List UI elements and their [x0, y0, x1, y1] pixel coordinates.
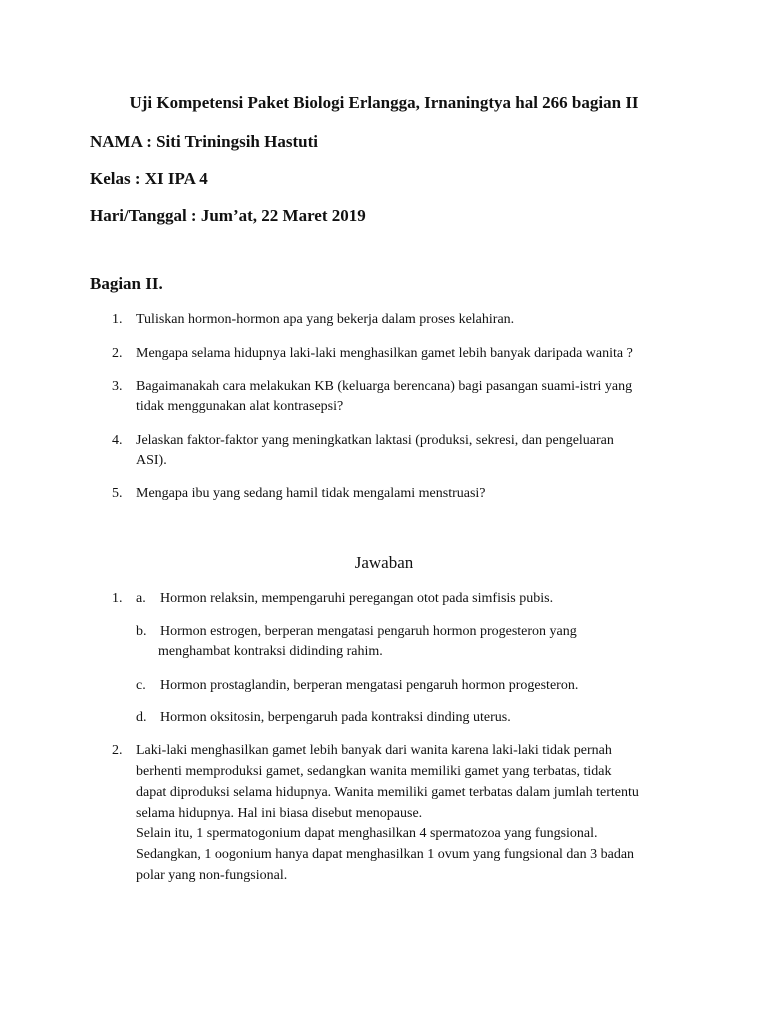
question-number: 5. — [112, 486, 123, 501]
question-text-line: tidak menggunakan alat kontrasepsi? — [136, 399, 344, 414]
answer-subitem-text: Hormon relaksin, mempengaruhi peregangan otot pada simfisis pubis. — [160, 591, 554, 606]
answer-text-line: polar yang non-fungsional. — [136, 868, 288, 883]
question-text: Tuliskan hormon-hormon apa yang bekerja dalam proses kelahiran. — [136, 312, 515, 327]
question-number: 3. — [112, 379, 123, 394]
question-number: 1. — [112, 312, 123, 327]
question-text-line: Jelaskan faktor-faktor yang meningkatkan laktasi (produksi, sekresi, dan pengeluaran — [136, 433, 614, 448]
answer-text-line: Laki-laki menghasilkan gamet lebih banyak dari wanita karena laki-laki tidak pernah — [136, 743, 612, 758]
question-text-line: Bagaimanakah cara melakukan KB (keluarga berencana) bagi pasangan suami-istri yang — [136, 379, 633, 394]
question-number: 2. — [112, 346, 123, 361]
section-heading: Bagian II. — [90, 274, 163, 293]
answer-subitem-letter: a. — [136, 591, 146, 606]
answer-text-line: Sedangkan, 1 oogonium hanya dapat menghasilkan 1 ovum yang fungsional dan 3 badan — [136, 847, 635, 862]
answer-number: 1. — [112, 591, 123, 606]
answer-subitem-text: Hormon oksitosin, berpengaruh pada kontraksi dinding uterus. — [160, 710, 511, 725]
question-text: Mengapa ibu yang sedang hamil tidak mengalami menstruasi? — [136, 486, 486, 501]
answer-subitem-letter: c. — [136, 678, 146, 693]
question-number: 4. — [112, 433, 123, 448]
answer-text-line: dapat diproduksi selama hidupnya. Wanita memiliki gamet terbatas dalam jumlah tertentu — [136, 785, 639, 800]
answer-number: 2. — [112, 743, 123, 758]
answers-heading: Jawaban — [354, 553, 414, 572]
answer-subitem-text-line: Hormon estrogen, berperan mengatasi pengaruh hormon progesteron yang — [160, 624, 577, 639]
answer-text-line: berhenti memproduksi gamet, sedangkan wanita memiliki gamet yang terbatas, tidak — [136, 764, 612, 779]
answer-subitem-text: Hormon prostaglandin, berperan mengatasi pengaruh hormon progesteron. — [160, 678, 579, 693]
answer-subitem-letter: d. — [136, 710, 147, 725]
answer-subitem-letter: b. — [136, 624, 147, 639]
question-text-line: ASI). — [136, 453, 167, 468]
date-line: Hari/Tanggal : Jum’at, 22 Maret 2019 — [90, 206, 366, 225]
question-text: Mengapa selama hidupnya laki-laki menghasilkan gamet lebih banyak daripada wanita ? — [136, 346, 633, 361]
answer-text-line: selama hidupnya. Hal ini biasa disebut menopause. — [136, 806, 423, 821]
student-name: NAMA : Siti Triningsih Hastuti — [90, 132, 318, 151]
document-title: Uji Kompetensi Paket Biologi Erlangga, Irnaningtya hal 266 bagian II — [129, 93, 639, 112]
student-class: Kelas : XI IPA 4 — [90, 169, 208, 188]
answer-subitem-text-line: menghambat kontraksi didinding rahim. — [158, 644, 383, 659]
answer-text-line: Selain itu, 1 spermatogonium dapat menghasilkan 4 spermatozoa yang fungsional. — [136, 826, 598, 841]
